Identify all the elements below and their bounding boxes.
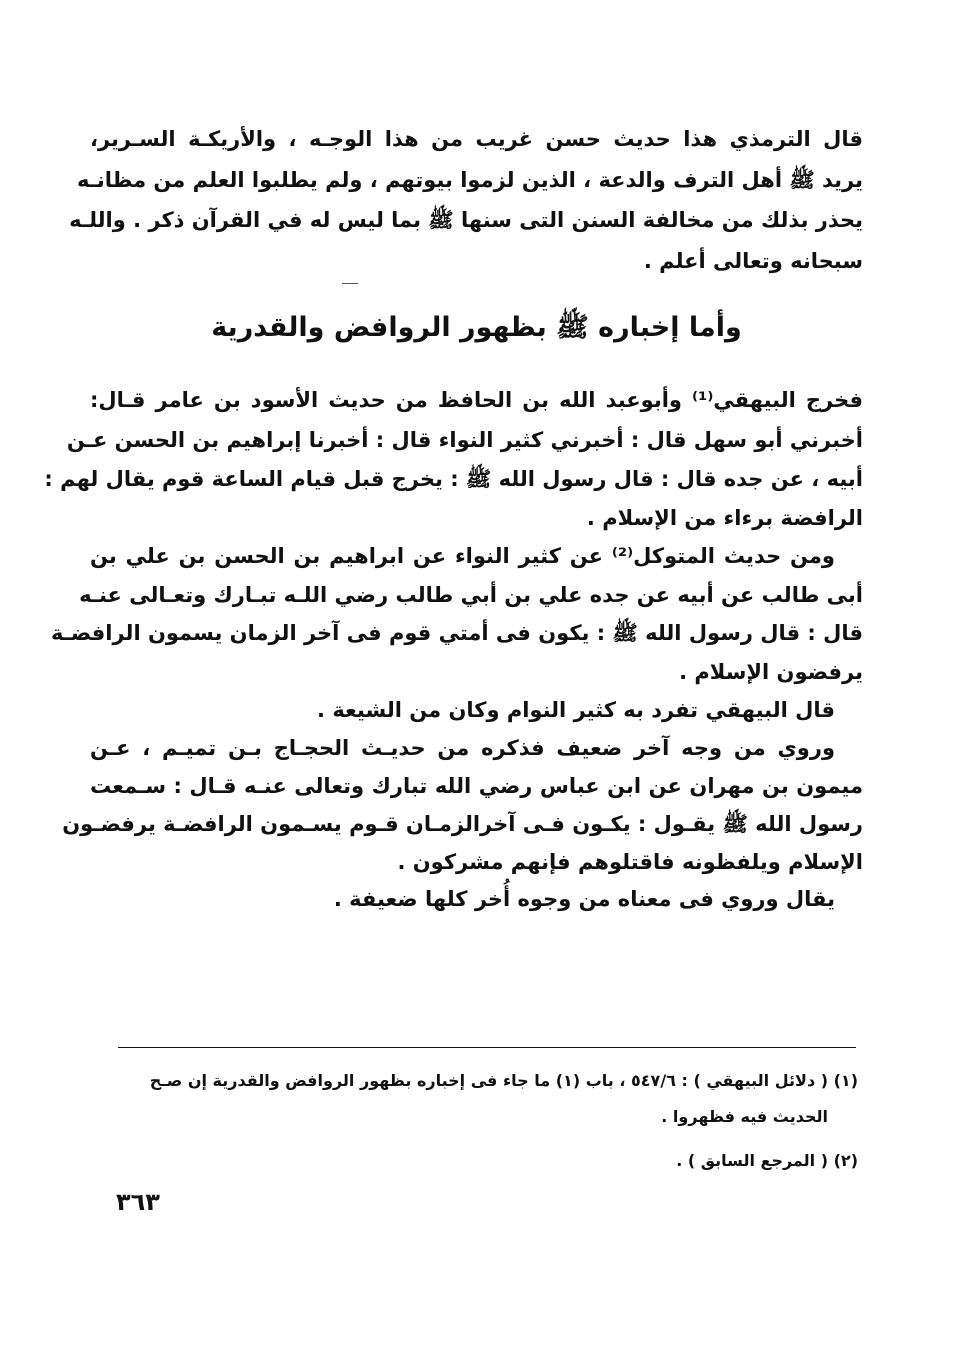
footnote-separator bbox=[118, 1047, 856, 1048]
footnote: (١) ( دلائل البيهقي ) : ٥٤٧/٦ ، باب (١) ما جاء فى إخباره بظهور الروافض والقدرية إن صـح bbox=[149, 1071, 858, 1090]
body-line: فخرج البيهقي⁽¹⁾ وأبوعبد الله بن الحافظ من حديث الأسود بن عامر قـال: bbox=[90, 388, 863, 412]
page-number: ٣٦٣ bbox=[116, 1188, 160, 1216]
intro-line: يريد ﷺ أهل الترف والدعة ، الذين لزموا بيوتهم ، ولم يطلبوا العلم من مظانـه bbox=[76, 168, 863, 192]
footnote: (٢) ( المرجع السابق ) . bbox=[676, 1151, 858, 1170]
body-line: قال : قال رسول الله ﷺ : يكون فى أمتي قوم فى آخر الزمان يسمون الرافضـة bbox=[50, 621, 863, 645]
body-line: أبى طالب عن أبيه عن جده علي بن أبي طالب رضي اللـه تبـارك وتعـالى عنـه bbox=[79, 583, 863, 607]
body-line: رسول الله ﷺ يقـول : يكـون فـى آخرالزمـان قـوم يسـمون الرافضـة يرفضـون bbox=[62, 812, 863, 836]
body-line: الإسلام ويلفظونه فاقتلوهم فإنهم مشركون . bbox=[397, 850, 863, 874]
body-line: يقال وروي فى معناه من وجوه أُخر كلها ضعيفة . bbox=[333, 887, 835, 911]
section-heading: وأما إخباره ﷺ بظهور الروافض والقدرية bbox=[211, 312, 742, 343]
intro-line: قال الترمذي هذا حديث حسن غريب من هذا الوجـه ، والأريكـة السـرير، bbox=[90, 127, 863, 151]
intro-line: سبحانه وتعالى أعلم . bbox=[643, 249, 863, 273]
body-line: ومن حديث المتوكل⁽²⁾ عن كثير النواء عن ابراهيم بن الحسن بن علي بن bbox=[90, 544, 835, 568]
body-line: يرفضون الإسلام . bbox=[679, 660, 863, 684]
body-line: قال البيهقي تفرد به كثير النوام وكان من الشيعة . bbox=[317, 698, 835, 722]
separator-dash bbox=[342, 283, 358, 284]
intro-line: يحذر بذلك من مخالفة السنن التى سنها ﷺ بما ليس له في القرآن ذكر . واللـه bbox=[69, 208, 863, 232]
body-line: ميمون بن مهران عن ابن عباس رضي الله تبارك وتعالى عنـه قـال : سـمعت bbox=[90, 774, 863, 798]
body-line: أبيه ، عن جده قال : قال رسول الله ﷺ : يخرج قبل قيام الساعة قوم يقال لهم : bbox=[44, 467, 863, 491]
body-line: الرافضة برءاء من الإسلام . bbox=[586, 506, 863, 530]
body-line: أخبرني أبو سهل قال : أخبرني كثير النواء قال : أخبرنا إبراهيم بن الحسن عـن bbox=[66, 428, 863, 452]
footnote-continuation: الحديث فيه فظهروا . bbox=[661, 1107, 828, 1126]
body-line: وروي من وجه آخر ضعيف فذكره من حديـث الحجـاج بـن تميـم ، عـن bbox=[90, 736, 835, 760]
